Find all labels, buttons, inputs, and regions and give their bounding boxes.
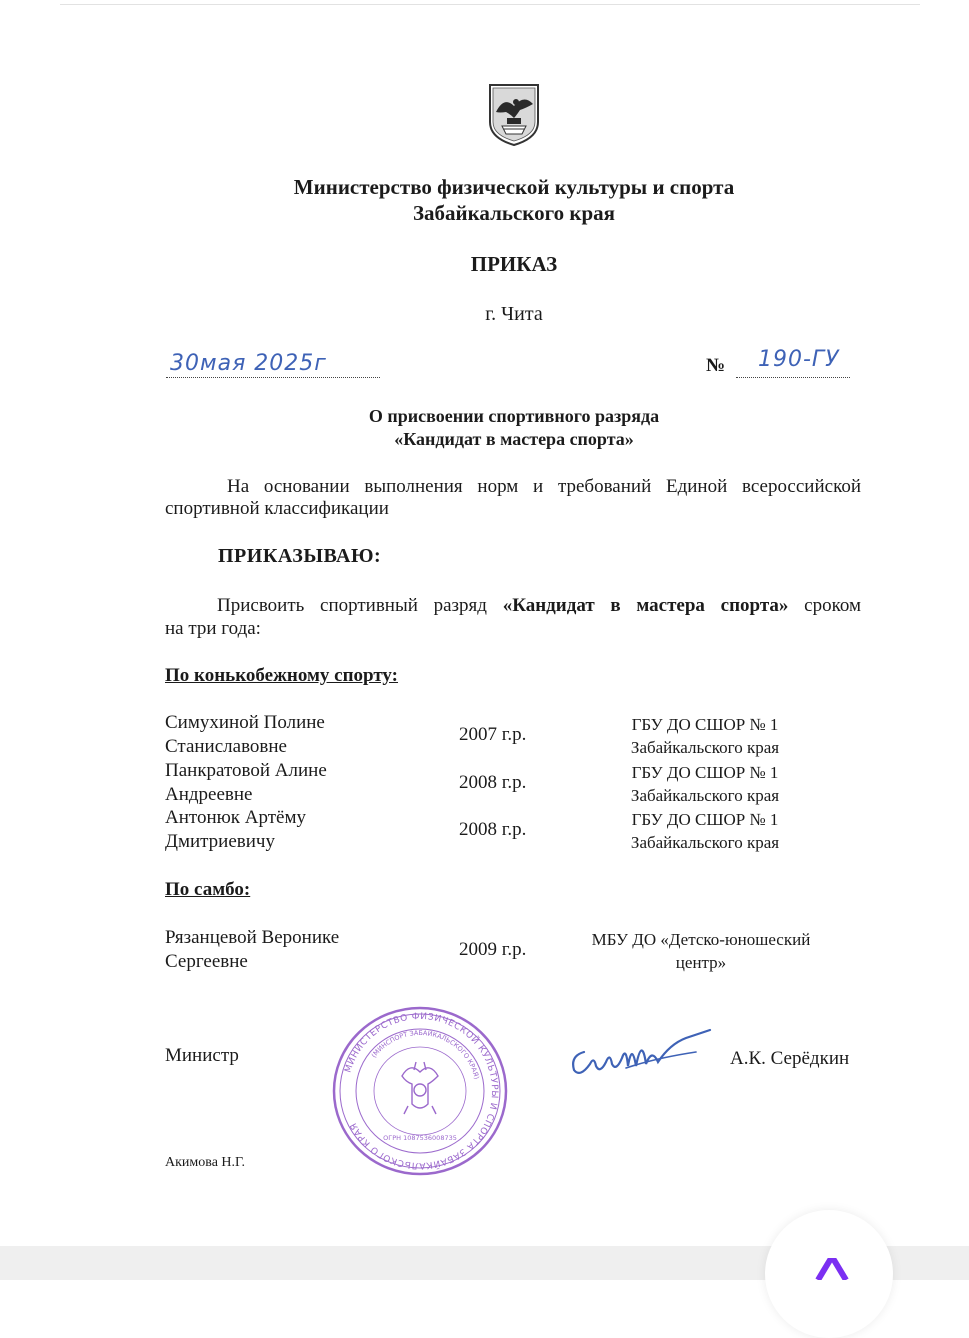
athlete-row <box>165 759 865 807</box>
athlete-row <box>165 926 865 974</box>
athlete-name <box>165 759 327 807</box>
date-dotted-line <box>166 377 380 378</box>
order-number: 190-ГУ <box>758 347 840 372</box>
section-title-sambo: По самбо: <box>165 879 251 900</box>
athlete-school-line2: Забайкальского края <box>630 786 780 805</box>
athlete-name-line1: Симухиной Полине <box>165 712 325 733</box>
athlete-school-line1: ГБУ ДО СШОР № 1 <box>631 715 779 734</box>
organization-name-line1: Министерство физической культуры и спорта <box>293 175 735 199</box>
assignment-rank: «Кандидат в мастера спорта» <box>502 595 789 616</box>
athlete-birth-year: 2008 г.р. <box>459 772 527 793</box>
number-dotted-line <box>736 377 850 378</box>
order-title: ПРИКАЗ <box>470 252 558 276</box>
athlete-school-line2: центр» <box>675 953 727 972</box>
order-number-label: № <box>706 355 726 376</box>
athlete-name <box>165 806 306 854</box>
basis-text-line1: На основании выполнения норм и требований Единой всероссийской <box>227 476 861 497</box>
athlete-name-line2: Сергеевне <box>165 951 248 972</box>
organization-name-line2: Забайкальского края <box>412 201 616 225</box>
coat-of-arms-icon <box>486 82 542 148</box>
assignment-text-pre: Присвоить спортивный разряд <box>217 595 503 616</box>
city: г. Чита <box>485 303 543 325</box>
decree-heading: ПРИКАЗЫВАЮ: <box>218 545 382 567</box>
minister-signature-icon <box>566 1022 714 1082</box>
page-edge-line <box>60 4 920 5</box>
athlete-name-line2: Дмитриевичу <box>165 831 275 852</box>
athlete-school-line2: Забайкальского края <box>630 833 780 852</box>
order-date: 30мая 2025г <box>170 351 327 376</box>
athlete-name <box>165 711 325 759</box>
athlete-school-line1: ГБУ ДО СШОР № 1 <box>631 810 779 829</box>
athlete-school <box>565 928 837 974</box>
seal-ogrn: ОГРН 1087536008735 <box>383 1134 457 1142</box>
athlete-school <box>575 713 835 759</box>
app-logo-icon <box>812 1258 852 1280</box>
athlete-school <box>575 761 835 807</box>
athlete-school-line1: ГБУ ДО СШОР № 1 <box>631 763 779 782</box>
assignment-text-line2: на три года: <box>165 618 261 639</box>
athlete-name-line1: Рязанцевой Веронике <box>165 927 340 948</box>
athlete-name-line2: Андреевне <box>165 784 253 805</box>
athlete-name-line2: Станиславовне <box>165 736 287 757</box>
minister-name: А.К. Серёдкин <box>730 1048 850 1069</box>
athlete-birth-year: 2008 г.р. <box>459 819 527 840</box>
seal-inner-text: (МИНСПОРТ ЗАБАЙКАЛЬСКОГО КРАЯ) <box>369 1028 481 1080</box>
signatory-position: Министр <box>165 1045 239 1066</box>
seal-outer-text: МИНИСТЕРСТВО ФИЗИЧЕСКОЙ КУЛЬТУРЫ И СПОРТА ЗАБАЙКАЛЬСКОГО КРАЯ <box>343 1011 500 1171</box>
executor-name: Акимова Н.Г. <box>165 1155 246 1170</box>
assignment-text-post: сроком <box>788 595 861 616</box>
section-title-skating: По конькобежному спорту: <box>165 665 399 686</box>
athlete-school-line2: Забайкальского края <box>630 738 780 757</box>
assignment-text-line1 <box>165 595 861 617</box>
official-seal-icon <box>332 1006 508 1176</box>
order-subject-line2: «Кандидат в мастера спорта» <box>394 429 634 449</box>
athlete-birth-year: 2009 г.р. <box>459 939 527 960</box>
athlete-name-line1: Панкратовой Алине <box>165 760 327 781</box>
athlete-school-line1: МБУ ДО «Детско-юношеский <box>591 930 811 949</box>
athlete-school <box>575 808 835 854</box>
basis-text-line2: спортивной классификации <box>165 498 389 519</box>
athlete-name-line1: Антонюк Артёму <box>165 807 307 828</box>
athlete-birth-year: 2007 г.р. <box>459 724 527 745</box>
order-subject-line1: О присвоении спортивного разряда <box>368 406 660 426</box>
athlete-row <box>165 806 865 854</box>
athlete-name <box>165 926 339 974</box>
athlete-row <box>165 711 865 759</box>
